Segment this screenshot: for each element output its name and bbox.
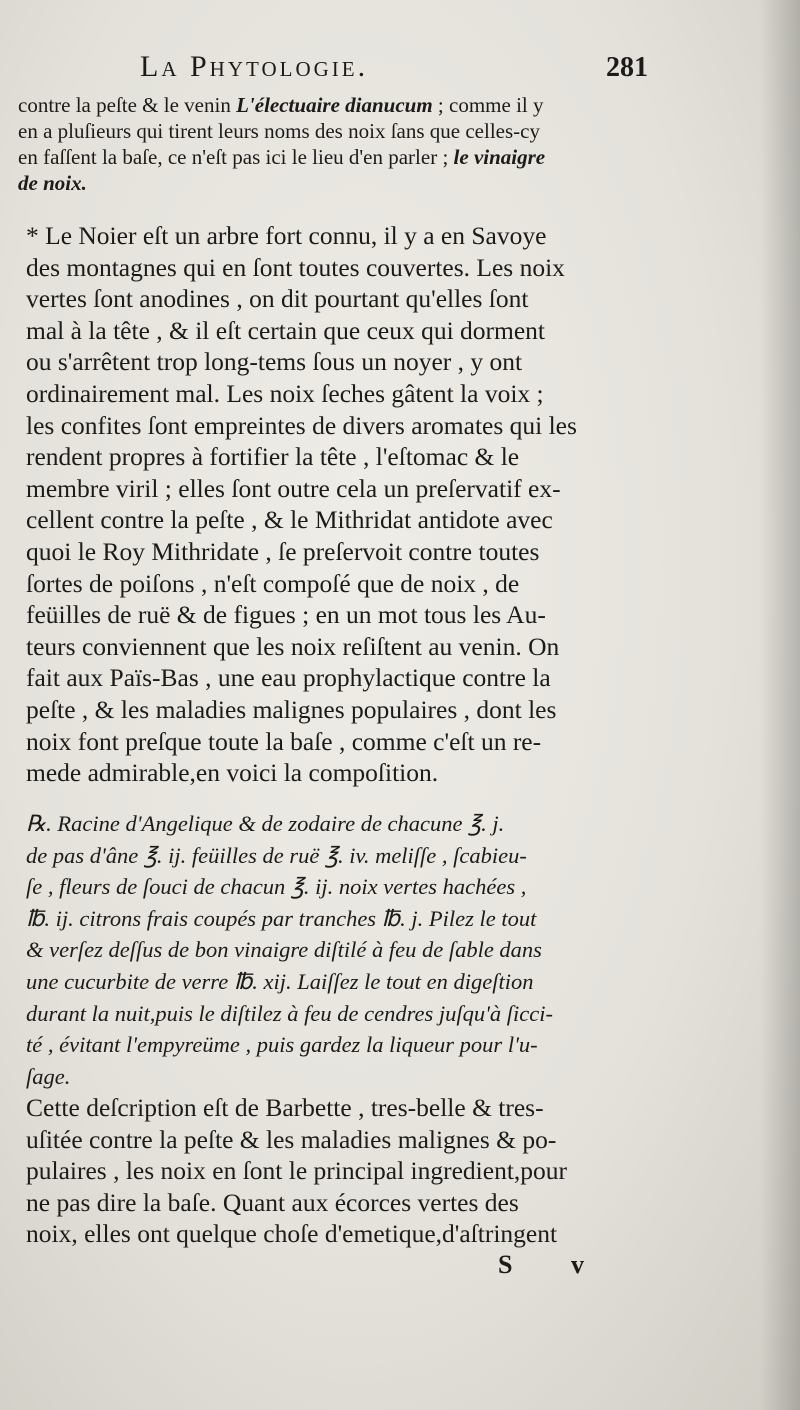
text-line: mede admirable,en voici la compoſition.	[26, 758, 439, 788]
signature-mark: S v	[498, 1250, 610, 1279]
text-line: uſitée contre la peſte & les maladies malignes & po-	[26, 1124, 557, 1154]
recipe-line: durant la nuit,puis le diſtilez à feu de cendres juſqu'à ſicci-	[26, 1000, 554, 1026]
closing-paragraph	[26, 1092, 664, 1250]
text-line: peſte , & les maladies malignes populaires , dont les	[26, 694, 557, 724]
text-line: en faſſent la baſe, ce n'eſt pas ici le lieu d'en parler ; le vinaigre	[18, 145, 546, 169]
recipe-line: & verſez deſſus de bon vinaigre diſtilé à feu de ſable dans	[26, 937, 542, 963]
text-line: vertes ſont anodines , on dit pourtant qu'elles ſont	[26, 284, 529, 314]
page-edge-shadow	[760, 0, 800, 1410]
text-line: ne pas dire la baſe. Quant aux écorces vertes des	[26, 1187, 519, 1217]
recipe-line: ſe , fleurs de ſouci de chacun ℥. ij. noix vertes hachées ,	[26, 874, 527, 900]
text-line: mal à la tête , & il eſt certain que ceux qui dorment	[26, 315, 546, 345]
recipe-line: une cucurbite de verre ℔. xij. Laiſſez le tout en digeſtion	[26, 968, 534, 994]
previous-paragraph-end	[18, 92, 663, 196]
text-line: ou s'arrêtent trop long-tems ſous un noyer , y ont	[26, 347, 523, 377]
recipe-line: ℞. Racine d'Angelique & de zodaire de chacune ℥. j.	[26, 811, 505, 836]
text-line: de noix.	[18, 171, 87, 195]
recipe-block	[26, 808, 664, 1092]
text-line: ſortes de poiſons , n'eſt compoſé que de noix , de	[26, 568, 520, 598]
text-line: Cette deſcription eſt de Barbette , tres-belle & tres-	[26, 1093, 544, 1122]
recipe-line: ſage.	[26, 1063, 71, 1089]
text-line: en a pluſieurs qui tirent leurs noms des noix ſans que celles-cy	[18, 119, 540, 143]
text-line: pulaires , les noix en ſont le principal ingredient,pour	[26, 1156, 568, 1186]
text-line: fait aux Païs-Bas , une eau prophylactique contre la	[26, 663, 551, 693]
text-line: teurs conviennent que les noix reſiſtent au venin. On	[26, 631, 560, 661]
text-line: cellent contre la peſte , & le Mithridat antidote avec	[26, 505, 553, 535]
running-head: La Phytologie.	[140, 50, 369, 83]
main-paragraph	[26, 220, 662, 789]
page-number: 281	[606, 52, 648, 83]
recipe-line: ℔. ij. citrons frais coupés par tranches ℔. j. Pilez le tout	[26, 905, 537, 931]
text-line: des montagnes qui en ſont toutes couvertes. Les noix	[26, 252, 565, 282]
recipe-line: té , évitant l'empyreüme , puis gardez la liqueur pour l'u-	[26, 1032, 538, 1058]
text-line: rendent propres à fortifier la tête , l'eſtomac & le	[26, 442, 520, 472]
text-line: noix font preſque toute la baſe , comme c'eſt un re-	[26, 726, 542, 756]
text-line: ordinairement mal. Les noix ſeches gâtent la voix ;	[26, 378, 544, 408]
recipe-line: de pas d'âne ℥. ij. feüilles de ruë ℥. iv. meliſſe , ſcabieu-	[26, 842, 527, 868]
text-line: quoi le Roy Mithridate , ſe preſervoit contre toutes	[26, 536, 540, 566]
text-line: contre la peſte & le venin L'électuaire dianucum ; comme il y	[18, 93, 544, 117]
text-line: noix, elles ont quelque choſe d'emetique,d'aſtringent	[26, 1219, 558, 1249]
text-line: feüilles de ruë & de figues ; en un mot tous les Au-	[26, 600, 546, 630]
text-line: les confites ſont empreintes de divers aromates qui les	[26, 410, 577, 440]
text-line: * Le Noier eſt un arbre fort connu, il y a en Savoye	[26, 221, 547, 250]
text-line: membre viril ; elles ſont outre cela un preſervatif ex-	[26, 473, 561, 503]
